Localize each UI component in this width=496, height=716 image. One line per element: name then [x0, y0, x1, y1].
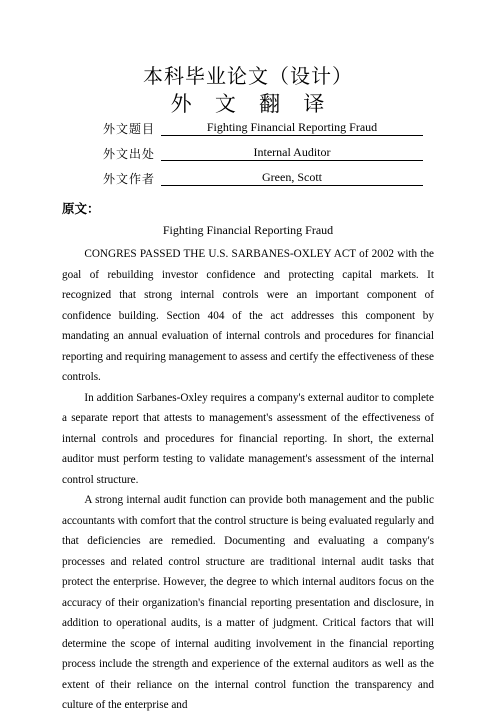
article-title: Fighting Financial Reporting Fraud	[162, 223, 334, 237]
info-row-title	[103, 120, 423, 138]
info-value: Internal Auditor	[161, 145, 423, 161]
info-value: Green, Scott	[161, 170, 423, 186]
paragraph: In addition Sarbanes-Oxley requires a company's external auditor to complete a separate report that attests to management's assessment of the effectiveness of internal controls and procedures for financial reporting. In short, the external auditor must perform testing to validate management's assessment of the internal control structure.	[62, 391, 434, 486]
document-subtitle: 外 文 翻 译	[170, 92, 326, 116]
document-title: 本科毕业论文（设计）	[143, 66, 353, 88]
info-row-source	[103, 145, 423, 163]
info-row-author	[103, 170, 423, 188]
paragraph: A strong internal audit function can provide both management and the public accountants with comfort that the control structure is being evaluated regularly and that deficiencies are remedied. Documenting and evaluating a company's processes and related control structure are traditional internal audit tasks that protect the enterprise. However, the degree to which internal auditors focus on the accuracy of their organization's financial reporting presentation and disclosure, in addition to operational audits, is a matter of judgment. Critical factors that will determine the scope of internal auditing involvement in the financial reporting process include the strength and experience of the external auditors as well as the extent of their reliance on the internal control function the transparency and culture of the enterprise and	[62, 494, 434, 711]
info-label: 外文题目	[103, 122, 156, 136]
info-value: Fighting Financial Reporting Fraud	[161, 120, 423, 136]
info-label: 外文作者	[103, 172, 156, 186]
original-text-label: 原文：	[62, 202, 100, 216]
paragraph: CONGRES PASSED THE U.S. SARBANES-OXLEY ACT of 2002 with the goal of rebuilding investor confidence and protecting capital markets. It recognized that strong internal controls were an important component of confidence building. Section 404 of the act addresses this component by mandating an annual evaluation of internal controls and procedures for financial reporting and requiring management to assess and certify the effectiveness of these controls.	[62, 248, 434, 383]
article-body	[62, 244, 434, 716]
info-label: 外文出处	[103, 147, 156, 161]
